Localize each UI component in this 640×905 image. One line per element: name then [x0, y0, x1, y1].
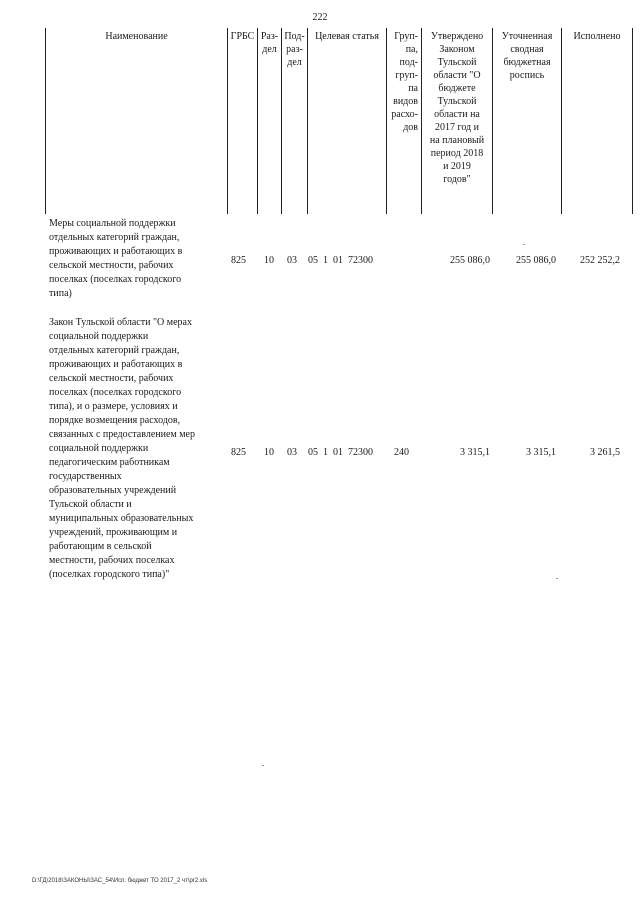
- header-refined: Уточненная сводная бюджетная роспись: [492, 28, 561, 214]
- row-2-podrazdel: 03: [287, 447, 297, 458]
- scan-speck: [262, 765, 264, 766]
- row-2-name: Закон Тульской области "О мерах социальной поддержки отдельных категорий граждан, проживающих и работающих в сельской местности, рабочих поселках (поселках городского типа), и о размере, условиях и порядке возмещения расходов, связанных с предоставлением мер социальной поддержки педагогическим работникам государственных образовательных учреждений Тульской области и муниципальных образовательных учреждений, проживающим и работающим в сельской местности, рабочих поселках (поселках городского типа)": [49, 317, 195, 580]
- header-podrazdel: Под- раз- дел: [281, 28, 307, 214]
- file-path-footer: D:\ГД\2018\ЗАКОНЫ\ЗАС_54\Исп. бюджет ТО 2017_2 чт\pr2.xls: [32, 878, 208, 884]
- row-1-podrazdel: 03: [287, 255, 297, 266]
- page-number: 222: [312, 12, 328, 23]
- row-1-approved: 255 086,0: [450, 255, 490, 266]
- header-executed: Исполнено: [561, 28, 633, 214]
- header-approved: Утверждено Законом Тульской области "О бюджете Тульской области на 2017 год и на плановый период 2018 и 2019 годов": [421, 28, 492, 214]
- row-2-executed: 3 261,5: [590, 447, 620, 458]
- row-2-razdel: 10: [264, 447, 274, 458]
- row-1-executed: 252 252,2: [580, 255, 620, 266]
- row-2-target: 05 1 01 72300: [308, 447, 373, 458]
- header-name: Наименование: [45, 28, 227, 214]
- header-grbs: ГРБС: [227, 28, 257, 214]
- row-1-grbs: 825: [231, 255, 246, 266]
- scan-speck: [523, 244, 525, 245]
- row-1-refined: 255 086,0: [516, 255, 556, 266]
- header-target: Целевая статья: [307, 28, 386, 214]
- scan-speck: [556, 578, 558, 579]
- header-razdel: Раз- дел: [257, 28, 281, 214]
- row-2-refined: 3 315,1: [526, 447, 556, 458]
- row-2-group: 240: [394, 447, 409, 458]
- row-1-name: Меры социальной поддержки отдельных категорий граждан, проживающих и работающих в сельской местности, рабочих поселках (поселках городского типа): [49, 218, 183, 299]
- row-2-grbs: 825: [231, 447, 246, 458]
- header-group: Груп- па, под- груп- па видов расхо- дов: [386, 28, 421, 214]
- row-1-razdel: 10: [264, 255, 274, 266]
- row-1-target: 05 1 01 72300: [308, 255, 373, 266]
- row-2-approved: 3 315,1: [460, 447, 490, 458]
